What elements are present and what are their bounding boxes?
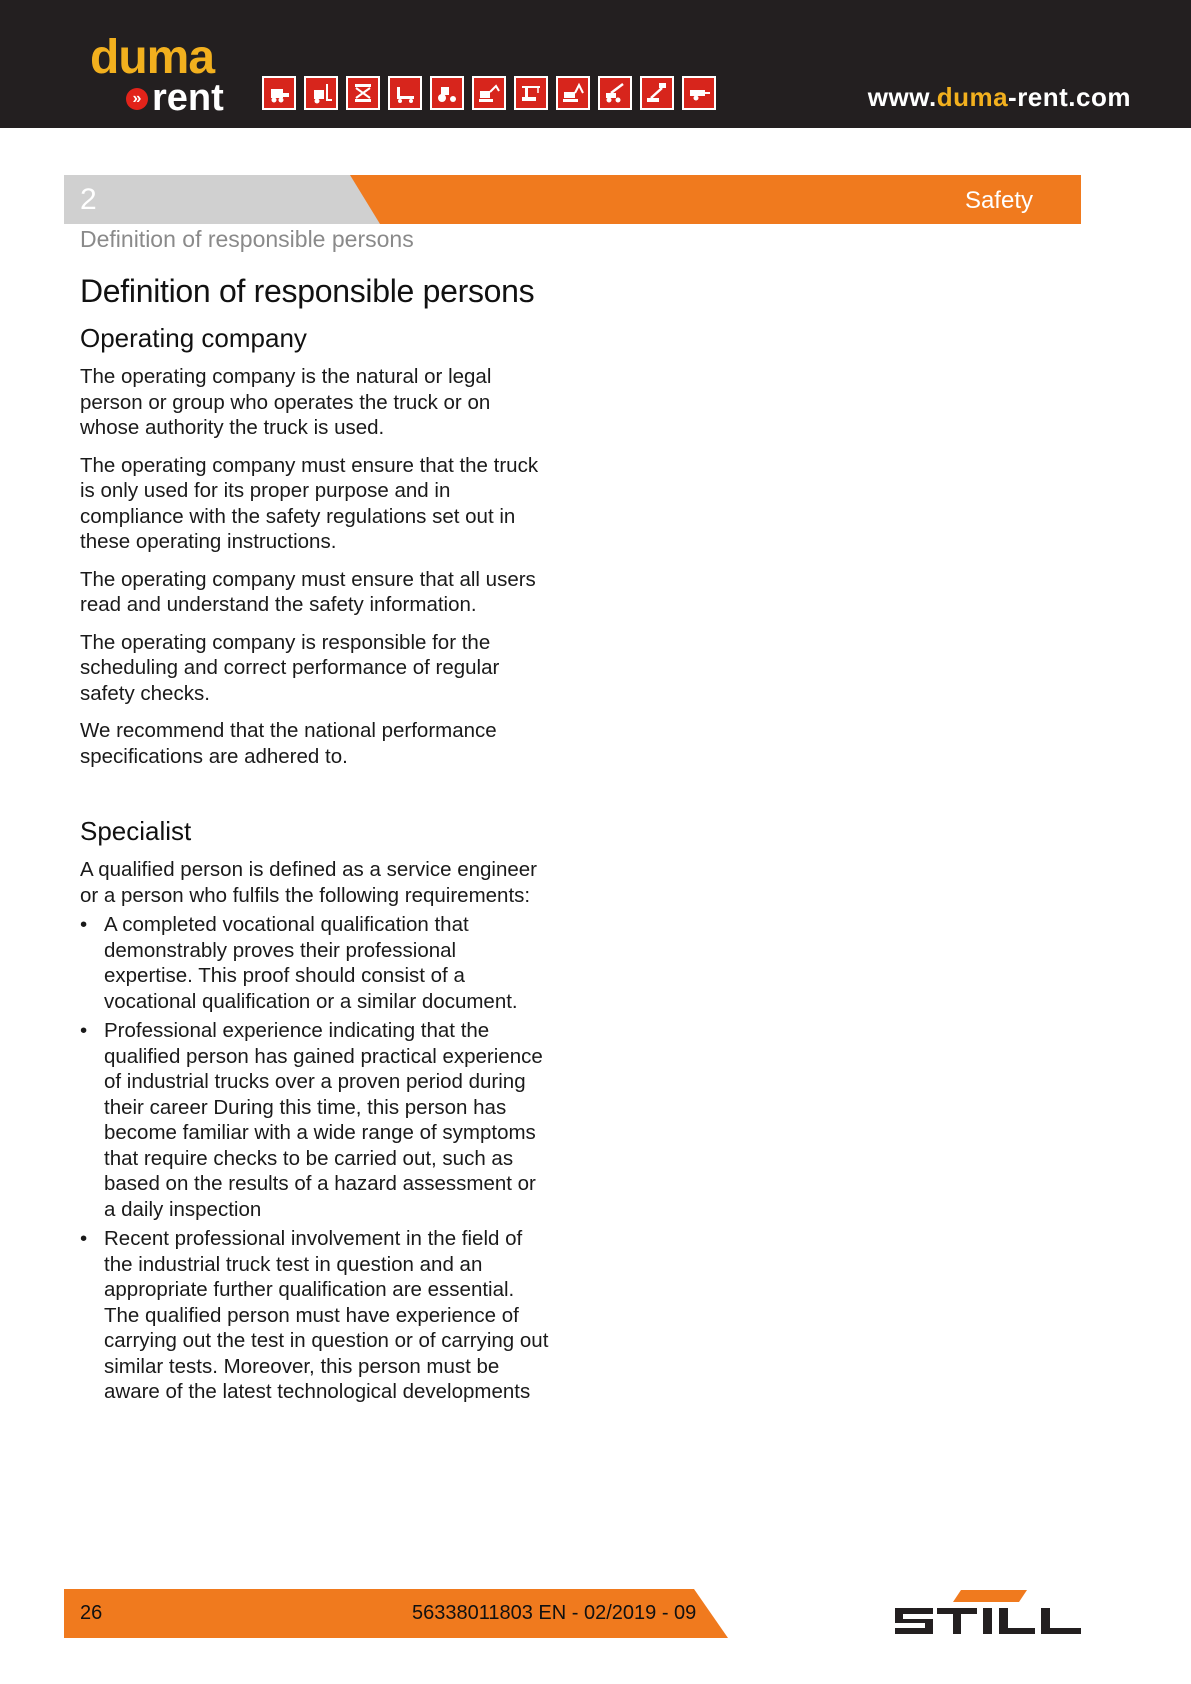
bullet-icon: • bbox=[80, 913, 88, 936]
paragraph: The operating company is the natural or legal person or group who operates the truck or on whose authority the truck is used. bbox=[80, 365, 492, 439]
machine-icon-strip bbox=[262, 76, 722, 110]
paragraph-intro: A qualified person is defined as a service engineer or a person who fulfils the following requirements: bbox=[80, 858, 537, 907]
page-title: Definition of responsible persons bbox=[80, 273, 535, 309]
still-logo bbox=[895, 1590, 1081, 1638]
mini-excavator-icon bbox=[472, 76, 506, 110]
url-prefix: www. bbox=[867, 82, 937, 112]
chapter-title: Safety bbox=[964, 187, 1033, 214]
url-suffix: -rent.com bbox=[1008, 82, 1131, 112]
paragraph: The operating company is responsible for the scheduling and correct performance of regular safety checks. bbox=[80, 630, 500, 705]
logo-chevron-icon: » bbox=[126, 88, 148, 110]
paragraph: The operating company must ensure that all users read and understand the safety information. bbox=[80, 567, 536, 616]
list-item-text: A completed vocational qualification that demonstrably proves their professional expertise. This proof should consist of a vocational qualification or a similar document. bbox=[104, 913, 518, 1013]
forklift-icon bbox=[304, 76, 338, 110]
bullet-icon: • bbox=[80, 1227, 88, 1250]
running-head: Definition of responsible persons bbox=[80, 226, 414, 252]
page-footer bbox=[64, 1589, 728, 1638]
list-item bbox=[80, 1226, 550, 1405]
chapter-bar bbox=[64, 175, 1081, 224]
scissor-lift-icon bbox=[346, 76, 380, 110]
page-header bbox=[0, 0, 1191, 128]
logo-duma-text: duma bbox=[90, 31, 215, 84]
document-reference: 56338011803 EN - 02/2019 - 09 bbox=[412, 1602, 697, 1624]
logo-rent-text: rent bbox=[152, 77, 224, 119]
list-item-text: Recent professional involvement in the field of the industrial truck test in question and an appropriate further qualification are essential. The qualified person must have experience of carrying out the test in question or of carrying out similar tests. Moreover, this person must be aware of the latest technological developments bbox=[104, 1227, 549, 1403]
paragraph: The operating company must ensure that the truck is only used for its proper purpose and in compliance with the safety regulations set out in these operating instructions. bbox=[80, 453, 539, 553]
requirements-list bbox=[80, 912, 550, 1405]
excavator-icon bbox=[556, 76, 590, 110]
crane-icon bbox=[514, 76, 548, 110]
section-heading-operating-company: Operating company bbox=[80, 323, 307, 353]
list-item bbox=[80, 1018, 550, 1222]
duma-rent-logo[interactable] bbox=[90, 31, 240, 119]
url-accent: duma bbox=[936, 82, 1009, 112]
pallet-truck-icon bbox=[388, 76, 422, 110]
trailer-icon bbox=[682, 76, 716, 110]
boom-lift-icon bbox=[640, 76, 674, 110]
skid-steer-icon bbox=[262, 76, 296, 110]
list-item-text: Professional experience indicating that the qualified person has gained practical experience of industrial trucks over a proven period during their career During this time, this person has become familiar with a wide range of symptoms that require checks to be carried out, such as based on the results of a hazard assessment or a daily inspection bbox=[104, 1019, 543, 1221]
chapter-number: 2 bbox=[80, 183, 97, 216]
list-item bbox=[80, 912, 550, 1014]
telehandler-icon bbox=[598, 76, 632, 110]
paragraph: We recommend that the national performance specifications are adhered to. bbox=[80, 719, 497, 768]
tractor-icon bbox=[430, 76, 464, 110]
page-number: 26 bbox=[80, 1602, 103, 1624]
website-url[interactable] bbox=[868, 82, 1131, 113]
main-content bbox=[80, 268, 550, 1409]
bullet-icon: • bbox=[80, 1019, 88, 1042]
section-heading-specialist: Specialist bbox=[80, 816, 192, 846]
